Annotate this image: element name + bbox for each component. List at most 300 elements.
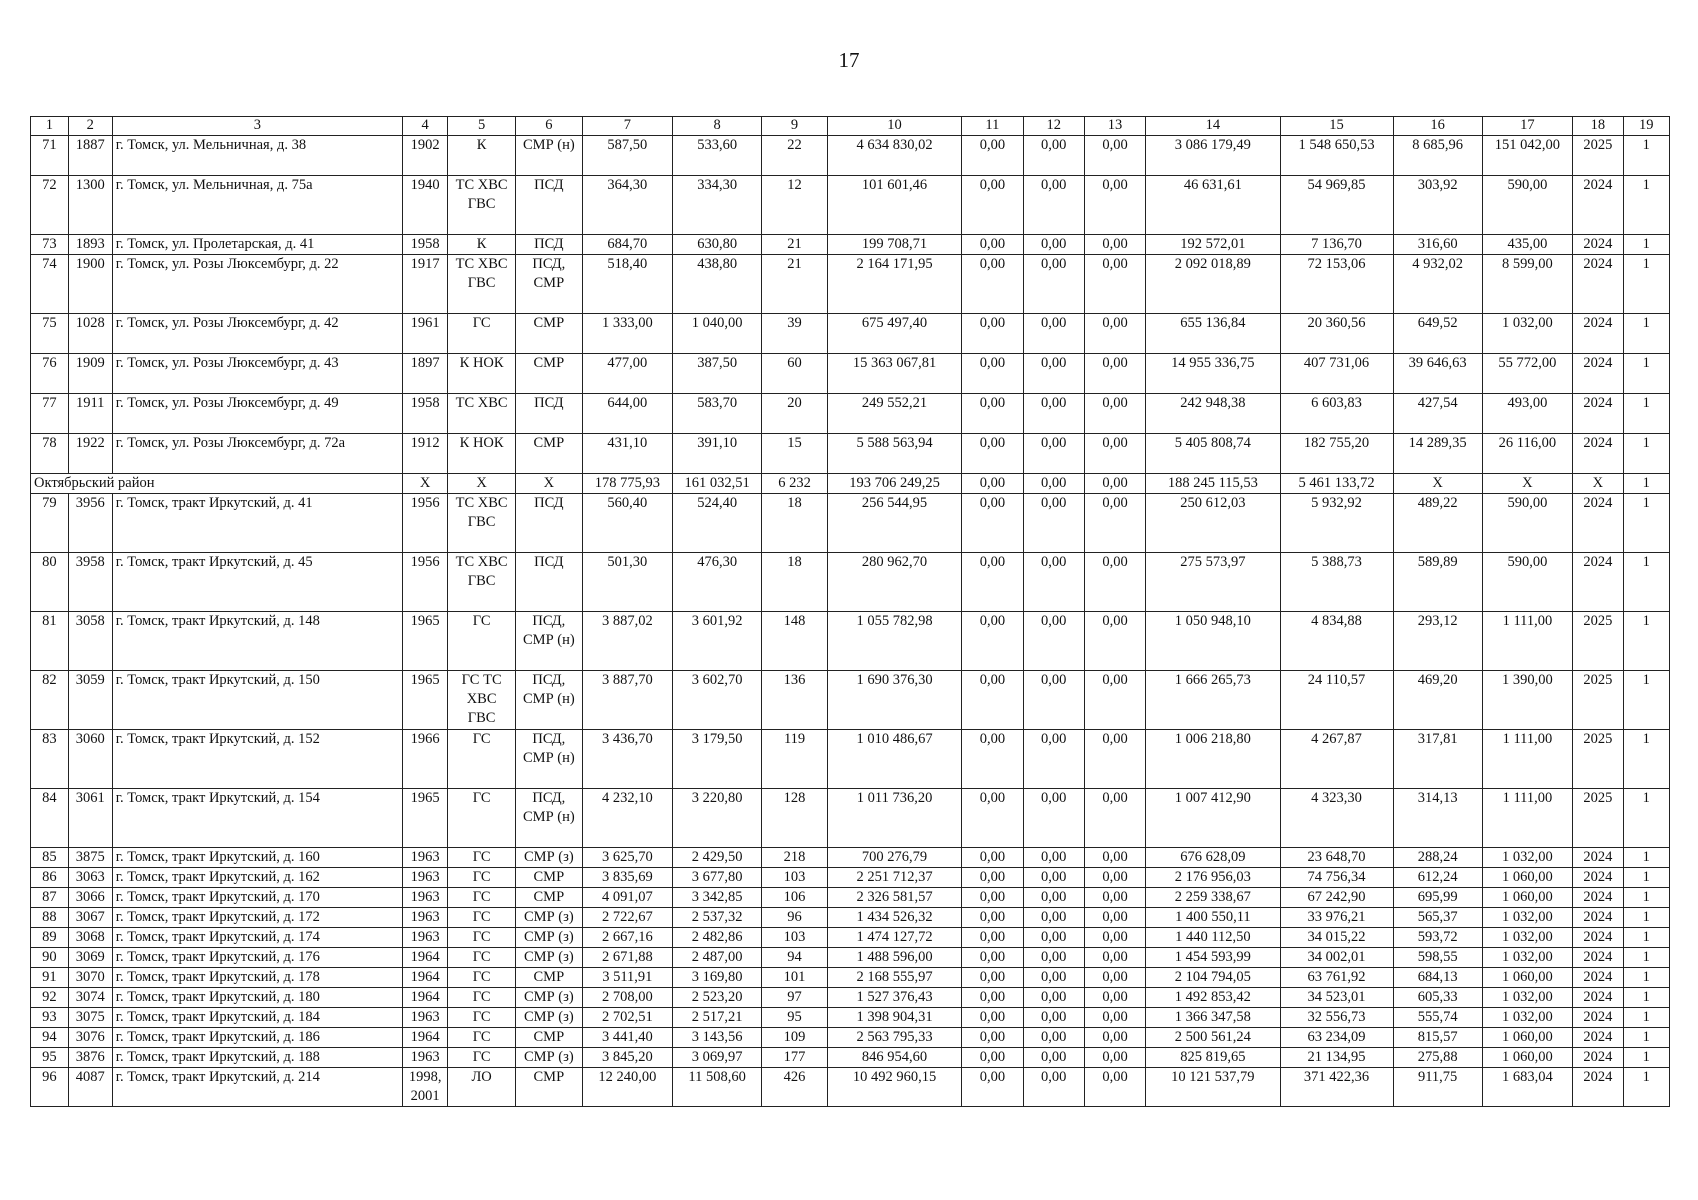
table-cell: 4 834,88 — [1280, 612, 1393, 671]
table-cell: 590,00 — [1482, 553, 1572, 612]
column-header-17: 17 — [1482, 117, 1572, 136]
table-cell: 2024 — [1573, 1008, 1624, 1028]
table-cell: 288,24 — [1393, 848, 1482, 868]
table-cell: 0,00 — [962, 1048, 1023, 1068]
table-cell: 2 722,67 — [582, 908, 672, 928]
column-header-1: 1 — [31, 117, 69, 136]
address-cell: г. Томск, тракт Иркутский, д. 172 — [112, 908, 402, 928]
table-cell: 71 — [31, 136, 69, 176]
table-cell: 0,00 — [1023, 789, 1084, 848]
register-table — [30, 116, 1670, 1107]
table-cell: 438,80 — [673, 255, 762, 314]
address-cell: г. Томск, тракт Иркутский, д. 214 — [112, 1068, 402, 1107]
table-cell: 2024 — [1573, 553, 1624, 612]
table-cell: 1902 — [403, 136, 448, 176]
table-cell: 695,99 — [1393, 888, 1482, 908]
table-cell: 0,00 — [1023, 1008, 1084, 1028]
table-cell: 2024 — [1573, 434, 1624, 474]
table-cell: 1 — [1623, 968, 1669, 988]
table-cell: 1 006 218,80 — [1146, 730, 1280, 789]
table-cell: К НОК — [448, 354, 516, 394]
table-cell: 8 599,00 — [1482, 255, 1572, 314]
address-cell: г. Томск, тракт Иркутский, д. 162 — [112, 868, 402, 888]
table-cell: 0,00 — [1023, 176, 1084, 235]
table-cell: 3876 — [68, 1048, 112, 1068]
table-cell: 1 — [1623, 612, 1669, 671]
table-cell: ГС — [448, 789, 516, 848]
table-cell: 14 289,35 — [1393, 434, 1482, 474]
table-cell: ГС ТС ХВС ГВС — [448, 671, 516, 730]
table-cell: 0,00 — [962, 988, 1023, 1008]
table-cell: 655 136,84 — [1146, 314, 1280, 354]
table-cell: 825 819,65 — [1146, 1048, 1280, 1068]
table-cell: 1028 — [68, 314, 112, 354]
table-cell: 55 772,00 — [1482, 354, 1572, 394]
table-cell: 8 685,96 — [1393, 136, 1482, 176]
table-cell: СМР — [516, 314, 583, 354]
table-cell: 1 — [1623, 235, 1669, 255]
table-cell: 1 011 736,20 — [827, 789, 961, 848]
table-cell: 1922 — [68, 434, 112, 474]
table-cell: 95 — [762, 1008, 828, 1028]
table-cell: 334,30 — [673, 176, 762, 235]
table-cell: ПСД — [516, 176, 583, 235]
column-header-7: 7 — [582, 117, 672, 136]
table-cell: ГС — [448, 1008, 516, 1028]
table-cell: 590,00 — [1482, 494, 1572, 553]
table-cell: 1 690 376,30 — [827, 671, 961, 730]
table-cell: 477,00 — [582, 354, 672, 394]
table-cell: 103 — [762, 928, 828, 948]
table-cell: 0,00 — [1084, 612, 1145, 671]
table-cell: 3059 — [68, 671, 112, 730]
table-cell: ГС — [448, 730, 516, 789]
column-header-18: 18 — [1573, 117, 1624, 136]
table-cell: 1 032,00 — [1482, 948, 1572, 968]
table-row — [31, 494, 1670, 553]
table-row — [31, 730, 1670, 789]
table-cell: 2024 — [1573, 888, 1624, 908]
table-cell: 1 111,00 — [1482, 789, 1572, 848]
table-row — [31, 948, 1670, 968]
table-cell: 3 220,80 — [673, 789, 762, 848]
table-row — [31, 671, 1670, 730]
table-cell: 2 259 338,67 — [1146, 888, 1280, 908]
table-cell: 96 — [31, 1068, 69, 1107]
table-row — [31, 553, 1670, 612]
table-cell: 0,00 — [1084, 968, 1145, 988]
table-cell: 2024 — [1573, 255, 1624, 314]
table-cell: 612,24 — [1393, 868, 1482, 888]
table-cell: 0,00 — [1084, 868, 1145, 888]
table-cell: 524,40 — [673, 494, 762, 553]
table-cell: 3 169,80 — [673, 968, 762, 988]
table-cell: 2025 — [1573, 136, 1624, 176]
table-cell: 81 — [31, 612, 69, 671]
table-cell: 2 104 794,05 — [1146, 968, 1280, 988]
table-cell: 2 537,32 — [673, 908, 762, 928]
column-header-12: 12 — [1023, 117, 1084, 136]
table-cell: 1 — [1623, 176, 1669, 235]
table-cell: 78 — [31, 434, 69, 474]
table-cell: 1 — [1623, 1008, 1669, 1028]
table-row — [31, 434, 1670, 474]
district-total-cell: Х — [1393, 474, 1482, 494]
table-row — [31, 868, 1670, 888]
table-cell: ГС — [448, 908, 516, 928]
address-cell: г. Томск, тракт Иркутский, д. 45 — [112, 553, 402, 612]
table-cell: 3068 — [68, 928, 112, 948]
table-row — [31, 354, 1670, 394]
table-cell: 0,00 — [962, 314, 1023, 354]
district-total-cell: Х — [516, 474, 583, 494]
table-cell: 0,00 — [1084, 235, 1145, 255]
table-cell: 0,00 — [1084, 494, 1145, 553]
table-cell: 0,00 — [1084, 394, 1145, 434]
table-cell: 3 601,92 — [673, 612, 762, 671]
table-cell: 67 242,90 — [1280, 888, 1393, 908]
table-cell: 1 — [1623, 1048, 1669, 1068]
table-cell: 3 602,70 — [673, 671, 762, 730]
table-cell: 21 134,95 — [1280, 1048, 1393, 1068]
table-cell: СМР (з) — [516, 1008, 583, 1028]
table-cell: 0,00 — [962, 948, 1023, 968]
table-cell: 4 267,87 — [1280, 730, 1393, 789]
table-cell: 0,00 — [1023, 988, 1084, 1008]
table-cell: 2024 — [1573, 988, 1624, 1008]
table-cell: СМР (з) — [516, 1048, 583, 1068]
table-cell: 1963 — [403, 928, 448, 948]
table-cell: 151 042,00 — [1482, 136, 1572, 176]
table-row — [31, 612, 1670, 671]
column-header-2: 2 — [68, 117, 112, 136]
table-cell: 0,00 — [962, 908, 1023, 928]
table-cell: 82 — [31, 671, 69, 730]
table-cell: 0,00 — [962, 789, 1023, 848]
table-cell: 590,00 — [1482, 176, 1572, 235]
table-row — [31, 314, 1670, 354]
table-cell: 0,00 — [1084, 730, 1145, 789]
table-cell: 2 708,00 — [582, 988, 672, 1008]
table-cell: 72 153,06 — [1280, 255, 1393, 314]
table-cell: 96 — [762, 908, 828, 928]
table-cell: 1909 — [68, 354, 112, 394]
table-cell: 3075 — [68, 1008, 112, 1028]
table-cell: 314,13 — [1393, 789, 1482, 848]
table-row — [31, 928, 1670, 948]
table-cell: 0,00 — [1084, 1048, 1145, 1068]
table-cell: ГС — [448, 1028, 516, 1048]
table-cell: 119 — [762, 730, 828, 789]
table-cell: 1 032,00 — [1482, 928, 1572, 948]
table-cell: 3067 — [68, 908, 112, 928]
table-cell: 0,00 — [1023, 730, 1084, 789]
table-cell: 0,00 — [1084, 354, 1145, 394]
table-cell: 4 323,30 — [1280, 789, 1393, 848]
address-cell: г. Томск, ул. Пролетарская, д. 41 — [112, 235, 402, 255]
table-cell: 18 — [762, 494, 828, 553]
table-cell: ГС — [448, 1048, 516, 1068]
table-cell: ПСД, СМР (н) — [516, 730, 583, 789]
table-cell: 0,00 — [1084, 988, 1145, 1008]
table-cell: 675 497,40 — [827, 314, 961, 354]
column-header-11: 11 — [962, 117, 1023, 136]
table-cell: 3875 — [68, 848, 112, 868]
table-cell: 20 360,56 — [1280, 314, 1393, 354]
page-number: 17 — [838, 48, 860, 72]
table-cell: 3956 — [68, 494, 112, 553]
table-cell: 1 400 550,11 — [1146, 908, 1280, 928]
table-cell: 1964 — [403, 948, 448, 968]
address-cell: г. Томск, тракт Иркутский, д. 176 — [112, 948, 402, 968]
table-cell: 2024 — [1573, 314, 1624, 354]
table-row — [31, 136, 1670, 176]
table-cell: 2024 — [1573, 928, 1624, 948]
table-cell: 72 — [31, 176, 69, 235]
table-cell: 6 603,83 — [1280, 394, 1393, 434]
address-cell: г. Томск, тракт Иркутский, д. 170 — [112, 888, 402, 908]
table-cell: ТС ХВС ГВС — [448, 553, 516, 612]
table-cell: 3 887,02 — [582, 612, 672, 671]
table-cell: 46 631,61 — [1146, 176, 1280, 235]
table-cell: СМР (з) — [516, 948, 583, 968]
table-cell: 518,40 — [582, 255, 672, 314]
table-cell: ПСД — [516, 235, 583, 255]
column-header-5: 5 — [448, 117, 516, 136]
table-cell: 3 179,50 — [673, 730, 762, 789]
table-cell: 644,00 — [582, 394, 672, 434]
table-cell: 1963 — [403, 1048, 448, 1068]
table-cell: 1 — [1623, 888, 1669, 908]
column-header-9: 9 — [762, 117, 828, 136]
table-cell: 0,00 — [1023, 1048, 1084, 1068]
column-header-10: 10 — [827, 117, 961, 136]
table-cell: ТС ХВС ГВС — [448, 494, 516, 553]
table-cell: 0,00 — [1084, 1008, 1145, 1028]
table-cell: 1 492 853,42 — [1146, 988, 1280, 1008]
table-cell: 23 648,70 — [1280, 848, 1393, 868]
table-cell: 39 646,63 — [1393, 354, 1482, 394]
table-cell: 88 — [31, 908, 69, 928]
table-cell: 1961 — [403, 314, 448, 354]
table-cell: 7 136,70 — [1280, 235, 1393, 255]
address-cell: г. Томск, тракт Иркутский, д. 152 — [112, 730, 402, 789]
table-cell: 407 731,06 — [1280, 354, 1393, 394]
table-cell: ГС — [448, 314, 516, 354]
table-cell: 1956 — [403, 553, 448, 612]
table-cell: ПСД, СМР (н) — [516, 612, 583, 671]
table-cell: 90 — [31, 948, 69, 968]
table-cell: 1 060,00 — [1482, 968, 1572, 988]
district-total-cell: Х — [403, 474, 448, 494]
table-cell: 2024 — [1573, 848, 1624, 868]
table-cell: 63 234,09 — [1280, 1028, 1393, 1048]
table-cell: ГС — [448, 612, 516, 671]
table-cell: 26 116,00 — [1482, 434, 1572, 474]
table-cell: 1 — [1623, 671, 1669, 730]
table-cell: 3 511,91 — [582, 968, 672, 988]
table-cell: 2 523,20 — [673, 988, 762, 1008]
table-cell: 5 588 563,94 — [827, 434, 961, 474]
table-cell: 249 552,21 — [827, 394, 961, 434]
table-cell: ТС ХВС ГВС — [448, 255, 516, 314]
table-cell: 3061 — [68, 789, 112, 848]
table-cell: 1 440 112,50 — [1146, 928, 1280, 948]
column-header-14: 14 — [1146, 117, 1280, 136]
table-row — [31, 848, 1670, 868]
table-cell: 4087 — [68, 1068, 112, 1107]
table-cell: 1 060,00 — [1482, 1048, 1572, 1068]
table-cell: 0,00 — [1084, 553, 1145, 612]
table-cell: 4 091,07 — [582, 888, 672, 908]
table-cell: 79 — [31, 494, 69, 553]
district-total-cell: Х — [1482, 474, 1572, 494]
table-cell: 1 548 650,53 — [1280, 136, 1393, 176]
district-total-cell: 0,00 — [1084, 474, 1145, 494]
table-cell: 0,00 — [1023, 235, 1084, 255]
column-header-8: 8 — [673, 117, 762, 136]
address-cell: г. Томск, тракт Иркутский, д. 178 — [112, 968, 402, 988]
address-cell: г. Томск, тракт Иркутский, д. 180 — [112, 988, 402, 1008]
table-cell: 1 — [1623, 314, 1669, 354]
address-cell: г. Томск, ул. Мельничная, д. 75а — [112, 176, 402, 235]
table-cell: 106 — [762, 888, 828, 908]
table-cell: 2 168 555,97 — [827, 968, 961, 988]
table-cell: 589,89 — [1393, 553, 1482, 612]
table-cell: 0,00 — [962, 1068, 1023, 1107]
table-cell: 74 — [31, 255, 69, 314]
table-cell: 2 487,00 — [673, 948, 762, 968]
district-total-cell: 0,00 — [1023, 474, 1084, 494]
table-cell: 846 954,60 — [827, 1048, 961, 1068]
table-cell: 364,30 — [582, 176, 672, 235]
table-row — [31, 968, 1670, 988]
table-cell: ГС — [448, 988, 516, 1008]
table-cell: 0,00 — [1023, 928, 1084, 948]
table-cell: 1 007 412,90 — [1146, 789, 1280, 848]
table-cell: 74 756,34 — [1280, 868, 1393, 888]
table-cell: 0,00 — [1023, 1028, 1084, 1048]
table-cell: 2024 — [1573, 868, 1624, 888]
table-cell: ПСД, СМР — [516, 255, 583, 314]
table-cell: 0,00 — [1084, 1068, 1145, 1107]
table-cell: 0,00 — [962, 968, 1023, 988]
table-cell: 1 666 265,73 — [1146, 671, 1280, 730]
table-cell: 3 677,80 — [673, 868, 762, 888]
table-cell: 1964 — [403, 988, 448, 1008]
table-cell: 1917 — [403, 255, 448, 314]
table-cell: 2024 — [1573, 176, 1624, 235]
address-cell: г. Томск, тракт Иркутский, д. 160 — [112, 848, 402, 868]
table-cell: 4 634 830,02 — [827, 136, 961, 176]
table-cell: 101 601,46 — [827, 176, 961, 235]
table-row — [31, 1068, 1670, 1107]
table-cell: 1965 — [403, 612, 448, 671]
table-cell: 533,60 — [673, 136, 762, 176]
table-cell: 2 429,50 — [673, 848, 762, 868]
table-cell: СМР — [516, 1068, 583, 1107]
table-cell: 0,00 — [962, 848, 1023, 868]
table-cell: 2 702,51 — [582, 1008, 672, 1028]
table-cell: 649,52 — [1393, 314, 1482, 354]
table-cell: 493,00 — [1482, 394, 1572, 434]
table-cell: 2 500 561,24 — [1146, 1028, 1280, 1048]
table-cell: СМР — [516, 888, 583, 908]
table-cell: 1 — [1623, 948, 1669, 968]
table-cell: 101 — [762, 968, 828, 988]
table-cell: 317,81 — [1393, 730, 1482, 789]
table-row — [31, 988, 1670, 1008]
table-cell: 1 — [1623, 868, 1669, 888]
table-cell: 21 — [762, 255, 828, 314]
address-cell: г. Томск, тракт Иркутский, д. 154 — [112, 789, 402, 848]
table-cell: 34 015,22 — [1280, 928, 1393, 948]
table-cell: 182 755,20 — [1280, 434, 1393, 474]
table-cell: 54 969,85 — [1280, 176, 1393, 235]
table-cell: 1 040,00 — [673, 314, 762, 354]
address-cell: г. Томск, ул. Розы Люксембург, д. 43 — [112, 354, 402, 394]
table-cell: 18 — [762, 553, 828, 612]
table-cell: 1 527 376,43 — [827, 988, 961, 1008]
table-cell: 95 — [31, 1048, 69, 1068]
table-cell: ПСД — [516, 494, 583, 553]
table-cell: 598,55 — [1393, 948, 1482, 968]
table-cell: 1963 — [403, 848, 448, 868]
table-cell: 3 086 179,49 — [1146, 136, 1280, 176]
table-cell: 0,00 — [1023, 968, 1084, 988]
table-cell: 0,00 — [962, 1008, 1023, 1028]
address-cell: г. Томск, тракт Иркутский, д. 174 — [112, 928, 402, 948]
table-cell: 1 — [1623, 730, 1669, 789]
table-cell: 387,50 — [673, 354, 762, 394]
table-cell: 0,00 — [962, 671, 1023, 730]
table-cell: 593,72 — [1393, 928, 1482, 948]
table-cell: 2 563 795,33 — [827, 1028, 961, 1048]
table-cell: 0,00 — [1023, 948, 1084, 968]
address-cell: г. Томск, ул. Розы Люксембург, д. 72а — [112, 434, 402, 474]
table-cell: 34 523,01 — [1280, 988, 1393, 1008]
table-cell: 0,00 — [1023, 394, 1084, 434]
column-header-4: 4 — [403, 117, 448, 136]
table-cell: 0,00 — [1084, 314, 1145, 354]
district-total-cell: 1 — [1623, 474, 1669, 494]
table-cell: 2 176 956,03 — [1146, 868, 1280, 888]
table-cell: 1 434 526,32 — [827, 908, 961, 928]
table-cell: ГС — [448, 968, 516, 988]
table-cell: СМР — [516, 1028, 583, 1048]
table-cell: 22 — [762, 136, 828, 176]
column-header-3: 3 — [112, 117, 402, 136]
table-cell: 12 — [762, 176, 828, 235]
table-row — [31, 1028, 1670, 1048]
table-cell: 109 — [762, 1028, 828, 1048]
address-cell: г. Томск, ул. Розы Люксембург, д. 22 — [112, 255, 402, 314]
table-cell: ГС — [448, 848, 516, 868]
table-cell: 0,00 — [1023, 314, 1084, 354]
table-cell: 21 — [762, 235, 828, 255]
table-cell: 583,70 — [673, 394, 762, 434]
column-header-13: 13 — [1084, 117, 1145, 136]
address-cell: г. Томск, ул. Мельничная, д. 38 — [112, 136, 402, 176]
address-cell: г. Томск, тракт Иркутский, д. 184 — [112, 1008, 402, 1028]
table-cell: 1 — [1623, 434, 1669, 474]
table-cell: 76 — [31, 354, 69, 394]
table-row — [31, 1048, 1670, 1068]
table-cell: 501,30 — [582, 553, 672, 612]
table-cell: 1 — [1623, 354, 1669, 394]
table-cell: 1 032,00 — [1482, 988, 1572, 1008]
table-cell: 218 — [762, 848, 828, 868]
